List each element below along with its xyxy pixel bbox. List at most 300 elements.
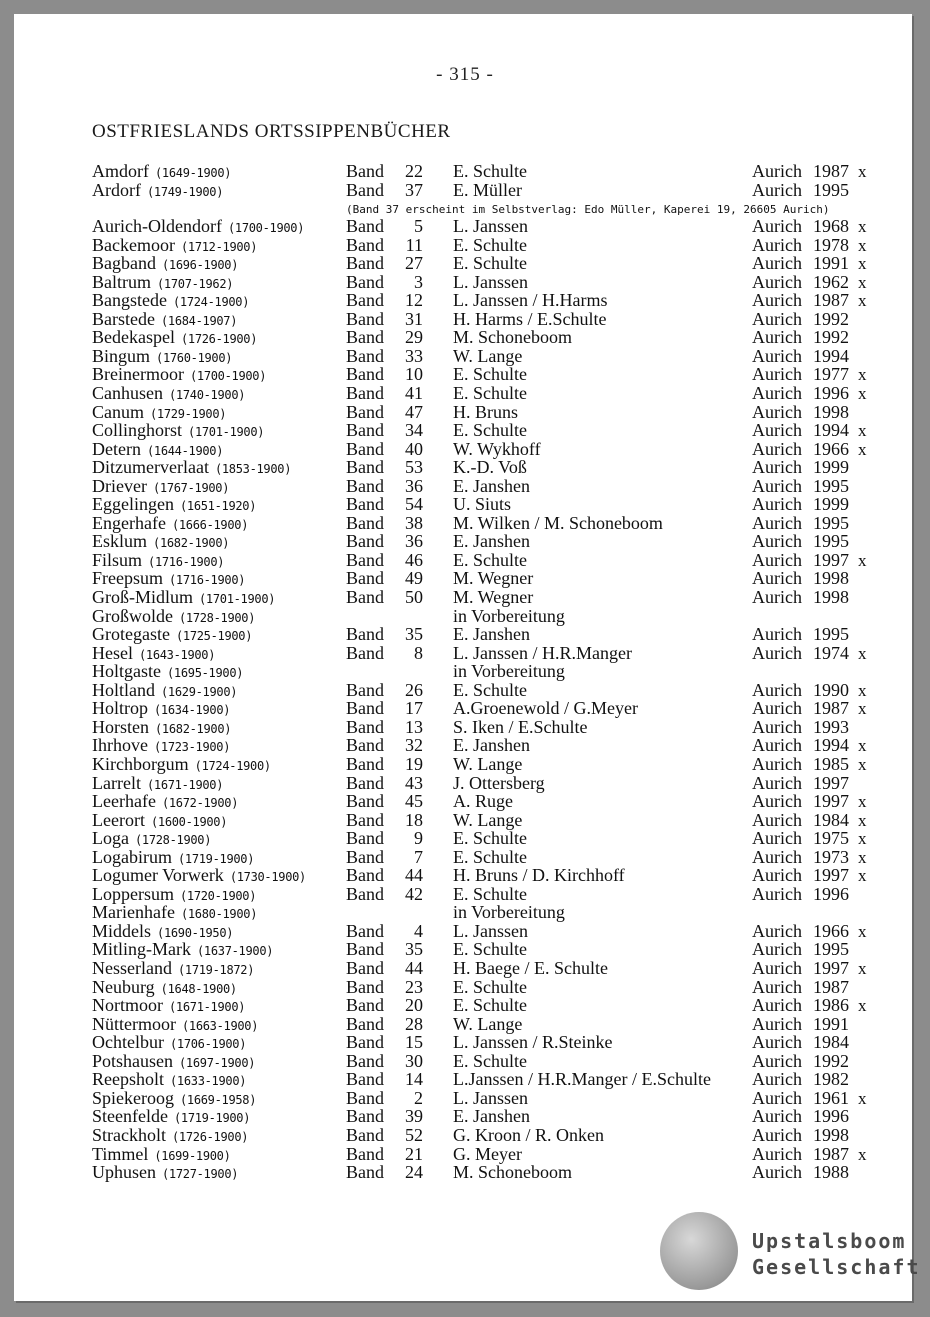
place-name: Amdorf [92, 161, 149, 181]
city-cell: Aurich [752, 624, 802, 645]
list-item [0, 681, 930, 700]
list-item [0, 1052, 930, 1071]
num-cell: 19 [405, 753, 423, 774]
num-cell: 26 [405, 679, 423, 700]
place-name: Filsum [92, 549, 143, 570]
author-cell: M. Schoneboom [453, 1162, 572, 1183]
place-name: Hesel [92, 642, 133, 663]
list-item [0, 922, 930, 941]
list-item [0, 885, 930, 904]
place-years: (1669-1958) [179, 1092, 257, 1107]
num-cell: 30 [405, 1050, 423, 1071]
city-cell: Aurich [752, 179, 802, 200]
list-item [0, 1015, 930, 1034]
mark-cell: x [858, 810, 867, 830]
place-name: Marienhafe [92, 902, 175, 923]
place-name: Barstede [92, 308, 155, 329]
city-cell: Aurich [752, 1032, 802, 1053]
place-years: (1700-1900) [189, 369, 267, 384]
place-name: Großwolde [92, 605, 173, 626]
mark-cell: x [858, 254, 867, 274]
place-name: Esklum [92, 531, 148, 552]
author-cell: E. Schulte [453, 976, 527, 997]
num-cell: 10 [405, 364, 423, 385]
city-cell: Aurich [752, 753, 802, 774]
mark-cell: x [858, 866, 867, 886]
place-name: Mitling-Mark [92, 939, 191, 960]
place-name: Groß-Midlum [92, 587, 193, 607]
mark-cell: x [858, 383, 867, 403]
year-cell: 1996 [813, 382, 849, 403]
city-cell: Aurich [752, 883, 802, 904]
band-cell: Band [346, 308, 384, 329]
city-cell: Aurich [752, 401, 802, 422]
author-cell: L. Janssen [453, 1087, 528, 1108]
place-years: (1697-1900) [179, 1055, 256, 1070]
num-cell: 38 [405, 512, 423, 533]
city-cell: Aurich [752, 846, 802, 867]
year-cell: 1995 [813, 179, 849, 200]
year-cell: 1974 [813, 642, 849, 663]
place-years: (1719-1900) [173, 1111, 251, 1126]
year-cell: 1995 [813, 512, 849, 533]
mark-cell: x [858, 680, 867, 700]
num-cell: 43 [405, 772, 423, 793]
band-cell: Band [346, 531, 384, 552]
num-cell: 24 [405, 1162, 423, 1183]
place-years: (1651-1920) [179, 499, 257, 514]
place-years: (1696-1900) [161, 258, 239, 273]
place-years: (1671-1900) [146, 777, 224, 792]
list-item [0, 792, 930, 811]
city-cell: Aurich [752, 1143, 802, 1164]
place-name: Horsten [92, 716, 149, 737]
author-cell: E. Janshen [453, 735, 530, 756]
year-cell: 1994 [813, 735, 849, 756]
city-cell: Aurich [752, 290, 802, 311]
num-cell: 54 [405, 494, 423, 515]
band-cell: Band [346, 976, 384, 997]
city-cell: Aurich [752, 420, 802, 441]
city-cell: Aurich [752, 234, 802, 255]
author-cell: M. Wegner [453, 587, 534, 607]
place-years: (1728-1900) [134, 833, 212, 848]
num-cell: 17 [405, 698, 423, 719]
year-cell: 1996 [813, 883, 849, 904]
place-name: Collinghorst [92, 420, 183, 441]
mark-cell: x [858, 439, 867, 459]
list-item [0, 514, 930, 533]
author-cell: E. Schulte [453, 679, 527, 700]
city-cell: Aurich [752, 568, 802, 589]
place-years: (1719-1872) [177, 963, 255, 977]
band-cell: Band [346, 1069, 384, 1090]
city-cell: Aurich [752, 253, 802, 274]
city-cell: Aurich [752, 382, 802, 403]
list-item [0, 607, 930, 626]
place-name: Potshausen [92, 1050, 173, 1071]
mark-cell: x [858, 550, 867, 570]
list-item [0, 569, 930, 588]
mark-cell: x [858, 959, 867, 978]
num-cell: 5 [414, 216, 423, 236]
city-cell: Aurich [752, 976, 802, 997]
place-years: (1716-1900) [169, 573, 246, 588]
place-years: (1706-1900) [169, 1037, 247, 1052]
year-cell: 1987 [813, 290, 849, 311]
num-cell: 53 [405, 457, 423, 478]
place-years: (1680-1900) [180, 907, 258, 922]
society-name-line1: Upstalsboom [752, 1229, 907, 1253]
num-cell: 21 [405, 1143, 423, 1164]
year-cell: 1978 [813, 234, 849, 255]
author-cell: E. Schulte [453, 828, 527, 849]
year-cell: 1997 [813, 958, 849, 978]
band-cell: Band [346, 161, 384, 181]
list-item [0, 736, 930, 755]
city-cell: Aurich [752, 327, 802, 348]
list-item [0, 181, 930, 200]
author-cell: E. Schulte [453, 995, 527, 1016]
place-years: (1699-1900) [154, 1148, 231, 1163]
place-years: (1730-1900) [229, 870, 306, 885]
place-years: (1634-1900) [154, 703, 231, 718]
author-cell: L.Janssen / H.R.Manger / E.Schulte [453, 1069, 711, 1090]
band-cell: Band [346, 1124, 384, 1145]
place-name: Canum [92, 401, 144, 422]
list-item [0, 1107, 930, 1126]
place-name: Logabirum [92, 846, 172, 867]
year-cell: 1966 [813, 438, 849, 459]
place-years: (1712-1900) [180, 239, 258, 254]
city-cell: Aurich [752, 698, 802, 719]
num-cell: 47 [405, 401, 423, 422]
place-years: (1740-1900) [169, 387, 246, 402]
place-years: (1682-1900) [153, 536, 230, 551]
band-cell: Band [346, 642, 384, 663]
num-cell: 36 [405, 475, 423, 496]
author-cell: M. Wegner [453, 568, 534, 589]
num-cell: 18 [405, 809, 423, 830]
place-years: (1726-1900) [180, 332, 258, 347]
mark-cell: x [858, 1144, 867, 1164]
author-cell: H. Bruns [453, 401, 519, 422]
place-name: Bedekaspel [92, 327, 175, 348]
author-cell: in Vorbereitung [453, 605, 565, 626]
author-cell: in Vorbereitung [453, 661, 565, 682]
num-cell: 15 [405, 1032, 423, 1053]
place-years: (1682-1900) [155, 721, 232, 736]
list-item [0, 310, 930, 329]
author-cell: W. Lange [453, 345, 523, 366]
list-item [0, 328, 930, 347]
author-cell: H. Baege / E. Schulte [453, 958, 608, 978]
place-name: Reepsholt [92, 1069, 164, 1090]
num-cell: 49 [405, 568, 423, 589]
author-cell: J. Ottersberg [453, 772, 545, 793]
year-cell: 1973 [813, 846, 849, 867]
list-item [0, 162, 930, 181]
author-cell: E. Schulte [453, 939, 527, 960]
mark-cell: x [858, 421, 867, 441]
num-cell: 40 [405, 438, 423, 459]
year-cell: 1992 [813, 1050, 849, 1071]
band-cell: Band [346, 1032, 384, 1053]
city-cell: Aurich [752, 1087, 802, 1108]
band-cell: Band [346, 679, 384, 700]
band-cell: Band [346, 549, 384, 570]
year-cell: 1984 [813, 1032, 849, 1053]
mark-cell: x [858, 736, 867, 756]
place-name: Canhusen [92, 382, 163, 403]
band-cell: Band [346, 364, 384, 385]
list-item [0, 903, 930, 922]
city-cell: Aurich [752, 345, 802, 366]
num-cell: 41 [405, 382, 423, 403]
place-cell [92, 181, 223, 202]
num-cell: 50 [405, 587, 423, 607]
author-cell: L. Janssen / H.R.Manger [453, 642, 632, 663]
year-cell: 1987 [813, 698, 849, 719]
place-years: (1663-1900) [181, 1018, 259, 1033]
year-cell: 1995 [813, 939, 849, 960]
place-years: (1729-1900) [150, 406, 227, 421]
list-item [0, 384, 930, 403]
band-cell: Band [346, 1013, 384, 1034]
list-item [0, 458, 930, 477]
mark-cell: x [858, 235, 867, 255]
place-name: Bagband [92, 253, 156, 274]
num-cell: 23 [405, 976, 423, 997]
city-cell: Aurich [752, 920, 802, 941]
num-cell: 33 [405, 345, 423, 366]
num-cell: 27 [405, 253, 423, 274]
year-cell: 1998 [813, 568, 849, 589]
place-name: Uphusen [92, 1162, 156, 1183]
list-item [0, 495, 930, 514]
city-cell: Aurich [752, 475, 802, 496]
place-name: Larrelt [92, 772, 141, 793]
society-seal-icon [660, 1212, 738, 1290]
author-cell: E. Schulte [453, 364, 527, 385]
list-item [0, 291, 930, 310]
city-cell: Aurich [752, 216, 802, 236]
num-cell: 34 [405, 420, 423, 441]
band-cell: Band [346, 568, 384, 589]
list-item [0, 1070, 930, 1089]
author-cell: W. Lange [453, 1013, 523, 1034]
list-item [0, 551, 930, 570]
place-name: Baltrum [92, 271, 151, 292]
num-cell: 32 [405, 735, 423, 756]
num-cell: 36 [405, 531, 423, 552]
author-cell: E. Schulte [453, 253, 527, 274]
year-cell: 1996 [813, 1106, 849, 1127]
place-name: Timmel [92, 1143, 149, 1164]
list-item [0, 236, 930, 255]
place-name: Holtgaste [92, 661, 161, 682]
city-cell: Aurich [752, 587, 802, 607]
place-name: Eggelingen [92, 494, 174, 515]
place-years: (1690-1950) [157, 925, 234, 940]
num-cell: 42 [405, 883, 423, 904]
city-cell: Aurich [752, 679, 802, 700]
author-cell: E. Schulte [453, 161, 527, 181]
place-name: Ditzumerverlaat [92, 457, 209, 478]
year-cell: 1997 [813, 549, 849, 570]
num-cell: 14 [405, 1069, 423, 1090]
band-cell: Band [346, 1087, 384, 1108]
author-cell: E. Schulte [453, 883, 527, 904]
mark-cell: x [858, 921, 867, 941]
num-cell: 13 [405, 716, 423, 737]
city-cell: Aurich [752, 1013, 802, 1034]
band-cell: Band [346, 457, 384, 478]
place-name: Loppersum [92, 883, 174, 904]
author-cell: W. Lange [453, 753, 523, 774]
list-item [0, 1145, 930, 1164]
band-cell: Band [346, 828, 384, 849]
band-cell: Band [346, 587, 384, 607]
place-years: (1726-1900) [172, 1129, 249, 1144]
num-cell: 39 [405, 1106, 423, 1127]
list-item [0, 699, 930, 718]
year-cell: 1998 [813, 587, 849, 607]
band-cell: Band [346, 234, 384, 255]
num-cell: 9 [414, 828, 423, 849]
mark-cell: x [858, 643, 867, 663]
band-cell: Band [346, 401, 384, 422]
year-cell: 1991 [813, 1013, 849, 1034]
mark-cell: x [858, 365, 867, 385]
place-name: Nortmoor [92, 995, 163, 1016]
year-cell: 1975 [813, 828, 849, 849]
place-years: (1749-1900) [146, 184, 224, 199]
year-cell: 1995 [813, 624, 849, 645]
band-cell: Band [346, 1106, 384, 1127]
list-item [0, 940, 930, 959]
author-cell: L. Janssen [453, 920, 528, 941]
place-years: (1600-1900) [150, 814, 228, 829]
place-cell [92, 1163, 238, 1184]
city-cell: Aurich [752, 716, 802, 737]
year-cell: 1994 [813, 345, 849, 366]
mark-cell: x [858, 792, 867, 812]
band-cell: Band [346, 1162, 384, 1183]
author-cell: W. Wykhoff [453, 438, 541, 459]
num-cell: 22 [405, 161, 423, 181]
place-years: (1727-1900) [162, 1167, 239, 1182]
band-cell: Band [346, 327, 384, 348]
place-name: Middels [92, 920, 152, 941]
author-cell: U. Siuts [453, 494, 512, 515]
year-cell: 1985 [813, 753, 849, 774]
year-cell: 1984 [813, 809, 849, 830]
place-name: Strackholt [92, 1124, 166, 1145]
year-cell: 1982 [813, 1069, 849, 1090]
place-years: (1853-1900) [214, 462, 292, 477]
page-title: OSTFRIESLANDS ORTSSIPPENBÜCHER [92, 121, 451, 142]
place-years: (1684-1907) [160, 313, 238, 328]
city-cell: Aurich [752, 494, 802, 515]
list-item [0, 774, 930, 793]
mark-cell: x [858, 217, 867, 236]
author-cell: H. Harms / E.Schulte [453, 308, 607, 329]
band-cell: Band [346, 920, 384, 941]
list-item [0, 403, 930, 422]
place-years: (1707-1962) [157, 276, 234, 291]
place-name: Ardorf [92, 179, 141, 200]
list-item [0, 1089, 930, 1108]
band-cell: Band [346, 216, 384, 236]
year-cell: 1995 [813, 531, 849, 552]
place-years: (1701-1900) [199, 592, 276, 606]
band-cell: Band [346, 735, 384, 756]
list-item [0, 440, 930, 459]
year-cell: 1998 [813, 1124, 849, 1145]
year-cell: 1986 [813, 995, 849, 1016]
year-cell: 1995 [813, 475, 849, 496]
band-cell: Band [346, 345, 384, 366]
place-name: Freepsum [92, 568, 163, 589]
list-item [0, 662, 930, 681]
place-years: (1725-1900) [175, 629, 253, 644]
publication-note: (Band 37 erscheint im Selbstverlag: Edo Müller, Kaperei 19, 26605 Aurich) [346, 203, 830, 216]
author-cell: in Vorbereitung [453, 902, 565, 923]
place-years: (1767-1900) [152, 480, 230, 495]
city-cell: Aurich [752, 457, 802, 478]
list-item [0, 644, 930, 663]
author-cell: S. Iken / E.Schulte [453, 716, 588, 737]
year-cell: 1994 [813, 420, 849, 441]
place-years: (1724-1900) [194, 758, 271, 773]
place-name: Nesserland [92, 958, 172, 978]
place-name: Bingum [92, 345, 151, 366]
year-cell: 1987 [813, 976, 849, 997]
band-cell: Band [346, 512, 384, 533]
city-cell: Aurich [752, 364, 802, 385]
mark-cell: x [858, 996, 867, 1016]
place-years: (1724-1900) [172, 295, 250, 310]
place-years: (1700-1900) [227, 221, 305, 235]
num-cell: 4 [414, 920, 423, 941]
place-years: (1728-1900) [178, 610, 256, 625]
list-item [0, 848, 930, 867]
place-name: Neuburg [92, 976, 155, 997]
num-cell: 12 [405, 290, 423, 311]
mark-cell: x [858, 754, 867, 774]
place-years: (1672-1900) [161, 796, 239, 811]
num-cell: 29 [405, 327, 423, 348]
place-years: (1701-1900) [188, 425, 265, 440]
place-name: Holtland [92, 679, 155, 700]
author-cell: M. Wilken / M. Schoneboom [453, 512, 663, 533]
band-cell: Band [346, 716, 384, 737]
num-cell: 28 [405, 1013, 423, 1034]
author-cell: E. Schulte [453, 420, 527, 441]
city-cell: Aurich [752, 438, 802, 459]
num-cell: 11 [405, 234, 423, 255]
year-cell: 1999 [813, 494, 849, 515]
place-years: (1695-1900) [167, 666, 244, 681]
list-item [0, 755, 930, 774]
year-cell: 1992 [813, 327, 849, 348]
num-cell: 37 [405, 179, 423, 200]
author-cell: L. Janssen / H.Harms [453, 290, 608, 311]
num-cell: 45 [405, 791, 423, 812]
city-cell: Aurich [752, 549, 802, 570]
place-name: Leerort [92, 809, 145, 830]
